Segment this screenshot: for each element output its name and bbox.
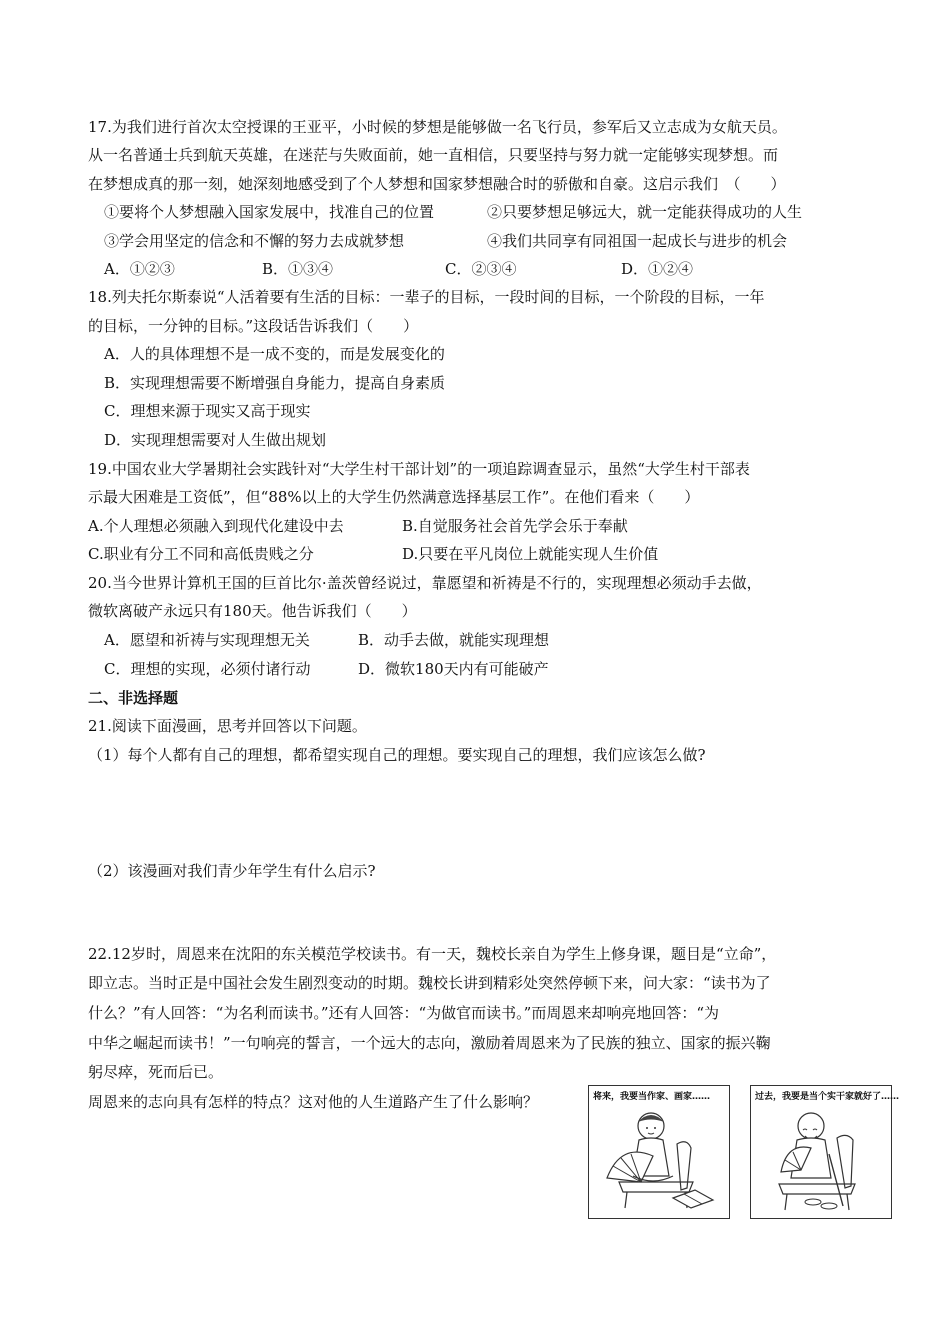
q20-option-d[interactable]: D．微软180天内有可能破产 <box>358 660 549 678</box>
q22-line-3: 什么？”有人回答：“为名利而读书。”还有人回答：“为做官而读书。”而周恩来却响亮地回答：“为 <box>88 1004 720 1022</box>
q20-line-2: 微软离破产永远只有180天。他告诉我们（ ） <box>88 602 417 620</box>
cartoon-left-caption: 将来，我要当作家、画家…… <box>593 1092 711 1102</box>
q22-line-1: 22.12岁时，周恩来在沈阳的东关模范学校读书。有一天，魏校长亲自为学生上修身课，题目是“立命”， <box>88 945 777 963</box>
q18-option-c[interactable]: C．理想来源于现实又高于现实 <box>104 402 311 420</box>
q18-line-2: 的目标，一分钟的目标。”这段话告诉我们（ ） <box>88 317 419 335</box>
q20-option-b[interactable]: B．动手去做，就能实现理想 <box>358 631 550 649</box>
cartoon-panel-left <box>588 1085 730 1219</box>
cartoon-panel-right <box>750 1085 900 1219</box>
q21-part-2: （2）该漫画对我们青少年学生有什么启示? <box>88 862 376 880</box>
q22-line-4: 中华之崛起而读书！”一句响亮的誓言，一个远大的志向，激励着周恩来为了民族的独立、国家的振兴鞠 <box>88 1034 771 1052</box>
q19-option-a[interactable]: A.个人理想必须融入到现代化建设中去 <box>88 517 344 535</box>
q22-question: 周恩来的志向具有怎样的特点？这对他的人生道路产生了什么影响？ <box>88 1093 539 1111</box>
q17-statement-4: ④我们共同享有同祖国一起成长与进步的机会 <box>487 232 788 250</box>
q18-option-a[interactable]: A．人的具体理想不是一成不变的，而是发展变化的 <box>104 345 445 363</box>
q17-option-a[interactable]: A．①②③ <box>104 260 175 278</box>
q20-option-a[interactable]: A．愿望和祈祷与实现理想无关 <box>104 631 310 649</box>
q18-option-d[interactable]: D．实现理想需要对人生做出规划 <box>104 431 327 449</box>
q17-line-3: 在梦想成真的那一刻，她深刻地感受到了个人梦想和国家梦想融合时的骄傲和自豪。这启示我们 （ ） <box>88 175 786 193</box>
q18-line-1: 18.列夫托尔斯泰说“人活着要有生活的目标：一辈子的目标，一段时间的目标，一个阶段的目标，一年 <box>88 288 765 306</box>
q17-line-2: 从一名普通士兵到航天英雄，在迷茫与失败面前，她一直相信，只要坚持与努力就一定能够实现梦想。而 <box>88 146 779 164</box>
q22-line-5: 躬尽瘁，死而后已。 <box>88 1063 224 1081</box>
q17-statement-3: ③学会用坚定的信念和不懈的努力去成就梦想 <box>104 232 405 250</box>
q19-option-d[interactable]: D.只要在平凡岗位上就能实现人生价值 <box>402 545 659 563</box>
q17-statement-1: ①要将个人梦想融入国家发展中，找准自己的位置 <box>104 203 435 221</box>
q20-option-c[interactable]: C．理想的实现，必须付诸行动 <box>104 660 311 678</box>
q18-option-b[interactable]: B．实现理想需要不断增强自身能力，提高自身素质 <box>104 374 446 392</box>
q17-line-1: 17.为我们进行首次太空授课的王亚平，小时候的梦想是能够做一名飞行员，参军后又立志成为女航天员。 <box>88 118 787 136</box>
q19-option-c[interactable]: C.职业有分工不同和高低贵贱之分 <box>88 545 314 563</box>
section-2-title: 二、非选择题 <box>88 689 179 707</box>
cartoon-right-caption: 过去，我要是当个实干家就好了…… <box>755 1092 900 1102</box>
young-boy-illustration <box>589 1086 729 1218</box>
q17-option-b[interactable]: B．①③④ <box>262 260 334 278</box>
q17-statement-2: ②只要梦想足够远大，就一定能获得成功的人生 <box>487 203 803 221</box>
q19-line-2: 示最大困难是工资低”，但“88%以上的大学生仍然满意选择基层工作”。在他们看来（ ） <box>88 488 700 506</box>
q19-option-b[interactable]: B.自觉服务社会首先学会乐于奉献 <box>402 517 628 535</box>
q20-line-1: 20.当今世界计算机王国的巨首比尔·盖茨曾经说过，靠愿望和祈祷是不行的，实现理想必须动手去做， <box>88 574 762 592</box>
q21-line-1: 21.阅读下面漫画，思考并回答以下问题。 <box>88 717 367 735</box>
q17-option-d[interactable]: D．①②④ <box>621 260 694 278</box>
q19-line-1: 19.中国农业大学暑期社会实践针对“大学生村干部计划”的一项追踪调查显示，虽然“大学生村干部表 <box>88 460 750 478</box>
q21-part-1: （1）每个人都有自己的理想，都希望实现自己的理想。要实现自己的理想，我们应该怎么做? <box>88 746 706 764</box>
q22-line-2: 即立志。当时正是中国社会发生剧烈变动的时期。魏校长讲到精彩处突然停顿下来，问大家：“读书为了 <box>88 974 771 992</box>
q17-option-c[interactable]: C．②③④ <box>445 260 517 278</box>
old-man-illustration <box>751 1086 891 1218</box>
